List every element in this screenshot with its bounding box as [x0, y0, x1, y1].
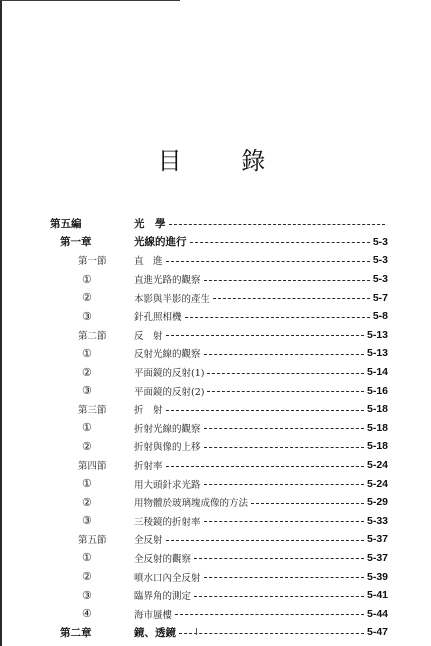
toc-entry-page: 5-18	[366, 421, 388, 434]
toc-entry-page: 5-24	[366, 459, 388, 472]
dot-leader	[166, 466, 364, 467]
toc-entry-title: 折射與像的上移	[134, 442, 201, 454]
toc-entry-label: 第三節	[78, 405, 107, 417]
toc-entry-body	[134, 477, 388, 491]
toc-entry-page: 5-47	[366, 626, 388, 639]
toc-entry-title: 用大頭針求光路	[134, 479, 201, 491]
toc-entry-body	[134, 402, 388, 416]
toc-entry-chapter	[50, 623, 388, 642]
toc-entry-label: ③	[82, 384, 92, 398]
toc-entry-item	[50, 307, 388, 326]
toc-entry-item	[50, 493, 388, 512]
toc-entry-label: ①	[82, 551, 92, 565]
toc-entry-item	[50, 586, 388, 605]
toc-entry-section	[50, 530, 388, 549]
toc-entry-label: ②	[82, 365, 92, 379]
toc-entry-body	[134, 495, 388, 509]
toc-entry-item	[50, 363, 388, 382]
toc-entry-label: ④	[82, 607, 92, 621]
toc-entry-label: ①	[82, 346, 92, 360]
toc-entry-title: 用物體於玻璃塊成像的方法	[134, 498, 249, 510]
dot-leader	[204, 447, 364, 448]
toc-entry-body	[134, 253, 388, 267]
toc-entry-part	[50, 214, 388, 233]
toc-entry-body	[134, 439, 388, 453]
dot-leader	[204, 484, 364, 485]
dot-leader	[194, 596, 364, 597]
scan-speck	[196, 628, 197, 635]
toc-entry-label: ②	[82, 439, 92, 453]
toc-entry-item	[50, 474, 388, 493]
toc-entry-body	[134, 234, 388, 249]
toc-entry-item	[50, 344, 388, 363]
toc-entry-page: 5-13	[366, 328, 388, 341]
toc-entry-label: ①	[82, 272, 92, 286]
toc-entry-label: ②	[82, 291, 92, 305]
toc-entry-title: 折射率	[134, 461, 163, 473]
toc-entry-body	[134, 365, 388, 379]
toc-entry-body	[134, 588, 388, 602]
toc-entry-page: 5-7	[372, 291, 388, 304]
page-top-rule	[0, 0, 180, 1]
toc-entry-body	[134, 514, 388, 528]
toc-entry-label: 第二章	[60, 626, 92, 639]
toc-entry-body	[134, 421, 388, 435]
dot-leader	[179, 633, 364, 634]
dot-leader	[204, 354, 364, 355]
toc-entry-page: 5-18	[366, 403, 388, 416]
toc-entry-page: 5-13	[366, 347, 388, 360]
toc-entry-label: 第二節	[78, 330, 107, 342]
toc-entry-section	[50, 456, 388, 475]
toc-entry-title: 反 射	[134, 330, 163, 342]
toc-entry-page: 5-37	[366, 533, 388, 546]
toc-entry-title: 平面鏡的反射(1)	[134, 368, 205, 380]
toc-entry-body	[134, 607, 388, 621]
toc-entry-page: 5-3	[372, 254, 388, 267]
toc-entry-label: 第一節	[78, 256, 107, 268]
toc-entry-body	[134, 216, 388, 231]
toc-entry-title: 直 進	[134, 256, 163, 268]
dot-leader	[204, 577, 364, 578]
toc-entry-title: 鏡、透鏡	[134, 626, 176, 639]
dot-leader	[194, 558, 364, 559]
toc-entry-item	[50, 567, 388, 586]
toc-entry-item	[50, 288, 388, 307]
dot-leader	[190, 242, 370, 243]
toc-entry-title: 噴水口內全反射	[134, 572, 201, 584]
dot-leader	[207, 391, 364, 392]
toc-entry-body	[134, 309, 388, 323]
toc-entry-item	[50, 419, 388, 438]
toc-entry-item	[50, 381, 388, 400]
toc-entry-title: 本影與半影的產生	[134, 293, 211, 305]
toc-entry-label: ③	[82, 309, 92, 323]
dot-leader	[166, 335, 364, 336]
toc-entry-body	[134, 458, 388, 472]
toc-entry-label: ③	[82, 588, 92, 602]
dot-leader	[213, 298, 370, 299]
toc-entry-body	[134, 570, 388, 584]
dot-leader	[175, 614, 364, 615]
toc-entry-body	[134, 328, 388, 342]
toc-entry-title: 反射光線的觀察	[134, 349, 201, 361]
toc-entry-body	[134, 625, 388, 640]
toc-entry-page: 5-41	[366, 589, 388, 602]
toc-entry-page: 5-18	[366, 440, 388, 453]
toc-entry-title: 三稜鏡的折射率	[134, 516, 201, 528]
toc-entry-body	[134, 551, 388, 565]
toc-entry-section	[50, 251, 388, 270]
toc-entry-page: 5-44	[366, 607, 388, 620]
toc-entry-title: 折射光線的觀察	[134, 423, 201, 435]
toc-entry-label: 第五編	[50, 217, 82, 230]
toc-entry-label: 第一章	[60, 236, 92, 249]
toc-entry-page: 5-14	[366, 366, 388, 379]
toc-entry-label: ②	[82, 495, 92, 509]
toc-entry-item	[50, 270, 388, 289]
toc-entry-title: 直進光路的觀察	[134, 275, 201, 287]
toc-entry-page: 5-39	[366, 570, 388, 583]
toc-entry-label: ③	[82, 514, 92, 528]
toc-entry-title: 針孔照相機	[134, 312, 182, 324]
toc-entry-label: ②	[82, 570, 92, 584]
dot-leader	[204, 521, 364, 522]
dot-leader	[204, 280, 370, 281]
toc-entry-page: 5-37	[366, 551, 388, 564]
toc-entry-body	[134, 272, 388, 286]
toc-entry-item	[50, 512, 388, 531]
toc-entry-page: 5-8	[372, 310, 388, 323]
dot-leader	[185, 317, 370, 318]
page-title: 目 錄	[157, 147, 292, 175]
toc-entry-title: 全反射	[134, 535, 163, 547]
toc-entry-page: 5-29	[366, 496, 388, 509]
toc-entry-label: ①	[82, 421, 92, 435]
dot-leader	[169, 224, 386, 225]
table-of-contents	[50, 214, 388, 642]
toc-entry-label: 第四節	[78, 461, 107, 473]
dot-leader	[251, 503, 364, 504]
toc-entry-body	[134, 291, 388, 305]
toc-entry-section	[50, 400, 388, 419]
toc-entry-title: 光 學	[134, 217, 166, 230]
toc-entry-page: 5-33	[366, 514, 388, 527]
dot-leader	[207, 373, 364, 374]
dot-leader	[166, 540, 364, 541]
toc-entry-page: 5-3	[372, 273, 388, 286]
page-left-edge	[0, 0, 2, 646]
toc-entry-body	[134, 384, 388, 398]
toc-entry-title: 折 射	[134, 405, 163, 417]
toc-entry-title: 海市蜃樓	[134, 609, 173, 621]
dot-leader	[166, 410, 364, 411]
toc-entry-section	[50, 326, 388, 345]
toc-entry-title: 臨界角的測定	[134, 591, 192, 603]
toc-entry-page: 5-3	[372, 235, 388, 248]
toc-entry-item	[50, 549, 388, 568]
toc-entry-label: ①	[82, 477, 92, 491]
toc-entry-title: 全反射的觀察	[134, 553, 192, 565]
toc-entry-title: 平面鏡的反射(2)	[134, 386, 205, 398]
toc-entry-item	[50, 604, 388, 623]
toc-entry-body	[134, 346, 388, 360]
dot-leader	[166, 261, 370, 262]
dot-leader	[204, 428, 364, 429]
toc-entry-label: 第五節	[78, 535, 107, 547]
toc-entry-item	[50, 437, 388, 456]
toc-entry-page: 5-16	[366, 384, 388, 397]
toc-entry-page: 5-24	[366, 477, 388, 490]
toc-entry-body	[134, 532, 388, 546]
toc-entry-chapter	[50, 233, 388, 252]
toc-entry-title: 光線的進行	[134, 236, 187, 249]
